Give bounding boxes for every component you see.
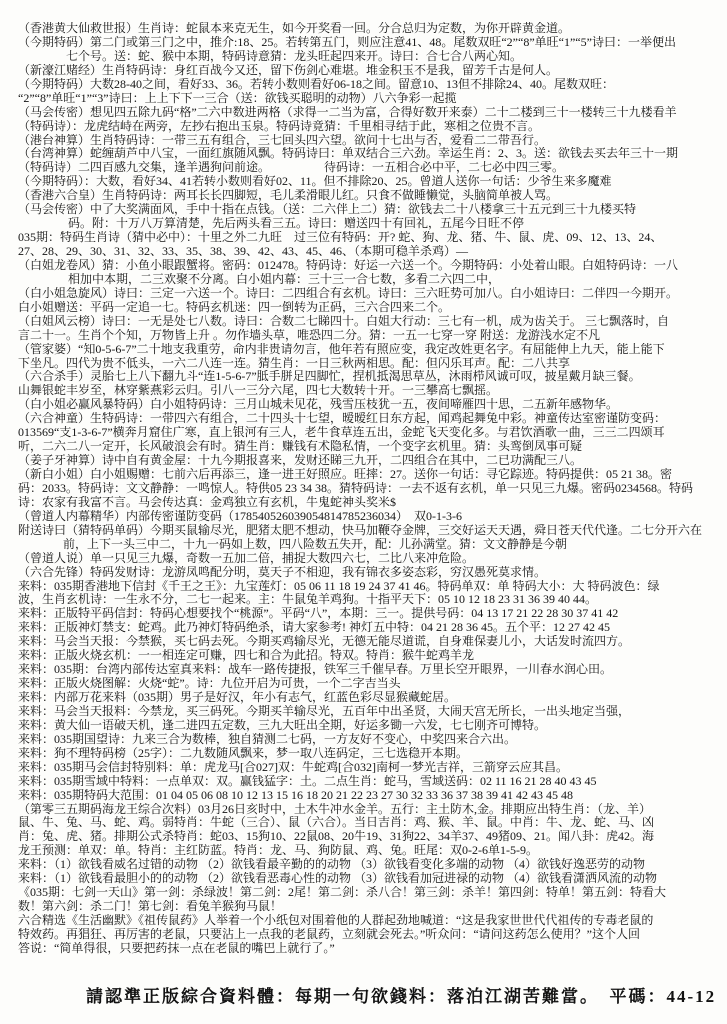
text-line: 下坐凡。四代为贵不低头，一六二八连一连。猜生肖：一日三秋两相思。配：但闪乐耳声。配：二八共享 (18, 356, 571, 370)
text-line: （特码诗）：龙虎结峙在两旁，左抄右抱出玉泉。特码诗竟猜：千里相寻结于此，寒相之位贵不言。 (18, 119, 541, 133)
text-line: （马会传密）想见四五除九码“格”二六中数进两格（求得一二当为富，合得好数开来泰）二十二楼到三十一楼转三十九楼看羊 (18, 105, 677, 119)
text-line: 来料：正版特平码信封：特码心想要找个“桃源”。平码“八”，本期：三一。提供号码：04 13 17 21 22 28 30 37 41 42 (18, 607, 619, 621)
text-line: 来料：马会当天报：今禁猴，买七码去死。今期买鸡输尽光，无德无能尽道谎，自身难保妻儿小，大话发时流四方。 (18, 635, 631, 649)
text-line: （今期特码）第二门或第三门之中，推介:18、25。若转第五门，则应注意41、48。尾数双旺“2”“8”单旺“1”“5”诗曰：一举便出 (18, 35, 676, 49)
text-line: 听，二六二八一定开，长风破浪会有时。猜生肖：赚钱有术隐私情，一个变字玄机里。猜：头鸾倒凤事可疑 (18, 440, 583, 454)
text-line: 来料：（1）欲钱看最胆小的的动物 （2）欲钱看恶毒心性的动物 （3）欲钱看加冠进禄的动物 （4）欲钱看潇洒风流的动物 (18, 872, 658, 886)
text-line: 来料：035期雪域中特料：一点单双：双。赢钱猛字：土。二点生肖：蛇马，雪域送码：02 11 16 21 28 40 43 45 (18, 774, 597, 788)
text-line: 鼠、牛、兔、马、蛇、鸡。弱特肖：牛蛇（三合）、鼠（六合）。当日吉肖：鸡、猴、羊、鼠。中肖：牛、龙、蛇、马、凶 (18, 816, 655, 830)
text-line: 来料：（1）欲钱看威名过错的动物 （2）欲钱看最辛勤的的动物 （3）欲钱看变化多端的动物 （4）欲钱好逸恶劳的动物 (18, 858, 646, 872)
text-line: 肖：兔、虎、猪。排期公式杀特肖：蛇03、15狗10、22鼠08、20牛19、31狗22、34羊37、49猪09、21。闻八卦：虎42。海 (18, 830, 655, 844)
text-line: （新白小姐）白小姐赐赠：七前六后再添三，逢一进王好照应。旺摔：27。送你一句话：寻它踪迹。特码提供：05 21 38。密 (18, 468, 673, 481)
text-line: （马会传密）中了大奖满面风，手中十指在点钱。（送：二六伴上二）猜：欲钱去二十八楼拿三十五元到三十九楼买特 (18, 203, 637, 217)
document-lines (18, 22, 717, 956)
text-line: （今期特码）大数28-40之间，看好33、36。若转小数则看好06-18之间。留意10、13但不排除24、40。尾数双旺： (18, 77, 614, 91)
text-line: 来料：正版火烧图解：火烧“蛇”。诗：九位开启为可贵，一个二字吉当头 (18, 677, 401, 691)
text-line: 山舞银蛇丰岁至，林穿紫燕彩云归。引八一三分六尾，四七大数转十开。一三攀高七飘摇。 (18, 384, 499, 398)
text-line: 言二十一。生肖个个知，万物皆上升 。勿作墙头草，唯恐四二分。猜：一五一七穿一穿 附送：龙游浅水定不凡 (18, 328, 601, 342)
text-line: 答说：“简单得很，只要把药抹一点在老鼠的嘴巴上就行了。” (18, 941, 335, 955)
text-line: （姜子牙神算）诗中自有黄金屋：十九今期报喜来，发财还睇三九开，二四组合在其中，二已功满配三八。 (18, 454, 583, 468)
text-line: （曾道人内幕精华）内部传密谨防变码（178540526039054814785236034） 双0-1-3-6 (18, 509, 462, 523)
text-line: 前，上下一头三中二，十九一码如上数，四八险数五失开，配：儿孙满堂。猜：文文静静是今朝 (63, 537, 568, 551)
text-line: 码。附：十万八万算清楚，先后两头看三五。诗曰：赠送四十有回礼，五尾今日旺不停 (68, 217, 525, 231)
text-line: （曾道人说）单一只见三九爆，奇数一五加二倍，捕捉大数四六七，二比八来冲危险。 (18, 551, 475, 565)
text-line: （特码诗）二四百感九交集，逢羊遇狗问前途。 待码诗：一五相合必中平，二七必中四三零。 (18, 161, 565, 175)
text-line: 来料：正版神灯禁支：蛇鸡。此乃神灯特码绝杀，请大家参考! 神灯五中特：04 21 28 36 45。五个平：12 27 42 45 (18, 621, 610, 635)
text-line: 码：2033。特码诗：文文静静：一鸣惊人。特供05 23 34 38。猜特码诗：一去不返有玄机，单一只见三九爆。密码0234568。特码 (18, 481, 694, 495)
text-line: 七个号。送：蛇、猴中本期，特码诗意猜：龙头旺起四来开。诗曰：合七合八两心知。 (66, 49, 523, 63)
text-line: （香港黄大仙救世报）生肖诗：蛇鼠本来克无生，如今开奖看一回。分合总归为定数，为你开辟黄金道。 (18, 22, 571, 35)
text-line: 27、28、29、30、31、32、33、35、38、39、42、43、45、46、（本期可稳羊杀鸡）— (18, 245, 469, 258)
text-line: （白姐龙卷风）猜：小鱼小眼跟蟹将。密码：012478。特码诗：好运一六送一个。今期特码：小处着山眼。白姐特码诗：一八 (18, 258, 679, 272)
text-line: 波，生肖玄机诗：一生永不分，二七一起来。主：牛鼠兔羊鸡狗。十指平天下：05 10 12 18 23 31 36 39 40 44。 (18, 593, 598, 607)
text-line: 来料：035期国望诗：九来三合为数棒，独自猜测二七码，一方友好不变心，中奖四来合六出。 (18, 732, 517, 746)
text-line: （六合先锋）特码发财诗：龙游凤鸣配分明，莫天子不相迎，我有锦衣多姿态彩，穷汉愚死莫求情。 (18, 565, 547, 579)
text-line: 特效药。再猖狂、再厉害的老鼠，只要沾上一点我的老鼠药，立刻就会死去。”听众问：“请问这药怎么使用？”这个人回 (18, 927, 640, 941)
text-line: 诗：农家有我富不言。马会传达真：金鸡独立有玄机，牛鬼蛇神头奖米$ (18, 495, 397, 509)
text-line: 013569“支1-3-6-7”横奔月窟住广寒，直上银河有三人，老牛食草连五出，金蛇飞天变化多。与君饮酒歌一曲，三三二四颂耳 (18, 426, 665, 440)
text-line: （六合神童）生特码诗：一带四六有组合，二十四头十七望，暧暧红日东方起，闻鸡起舞兔中彩。神童传达室密谨防变码： (18, 412, 667, 426)
text-line: 来料：正版火烧玄机：一一相连定可赚，四七和合为此招。特双。特肖：猴牛蛇鸡羊龙 (18, 649, 475, 663)
text-line: 附送诗曰（猜特码单码）今期买鼠输尽光，肥猪太肥不想动，快马加鞭夺金牌，三交好运天天遇，舜日苍天代代逢。二七分开六在 (18, 523, 703, 537)
text-line: 来料：狗不理特码榜（25字）：二九数随风飘来，梦一取八连码定，三七选稳开本期。 (18, 746, 469, 760)
text-line: （白姐风云榜）诗曰：一无是处七八数。诗曰：合数二七睇四十。白姐大行动：三七有一机，成为齿关于。 三七飘落时，自 (18, 314, 670, 328)
text-line: （台湾神算）蛇缠葫芦中八宝，一面红旗随风飘。特码诗曰：单双结合三六劲。幸运生肖：2、3。送：欲钱去买去年三十一期 (18, 147, 679, 161)
text-line: 来料：035期马会信封特别料：单：虎龙马[合027]双：牛蛇鸡[合032]南柯一梦光吉祥，三箭穿云应其昌。 (18, 760, 568, 774)
text-line: 《035期：七剑一天山》第一剑：杀绿波！第二剑：2尾！第二剑：杀八合！第三剑：杀羊！第四剑：特单！第五剑：特看大 (18, 886, 667, 900)
text-line: 数！第六剑：杀二门！第七剑：看兔羊猴狗马鼠！ (18, 900, 283, 914)
text-line: （新濠江赌经）生肖特码诗：身红百战今又还，留下伤剑心难堪。堆金积玉不是我，留芳千古是何人。 (18, 63, 559, 77)
text-line: 六合精选《生活幽默》《祖传鼠药》人举着一个小纸包对围着他的人群起劲地喊道：“这是我家世世代代祖传的专毒老鼠的 (18, 914, 654, 927)
text-line: （白小姐必赢风暴特码）白小姐特码诗：三月山城未见花，残雪压枝犹一五，夜间啼雁四十思，二五新年感物华。 (18, 398, 619, 412)
text-line: （白小姐急旋风）诗曰：三定一六送一个。诗曰：二四组合有玄机。诗曰：三六旺势可加八。白小姐诗曰：二伴四一今期开。 (18, 286, 679, 300)
text-line: （管家婆）“知0-5-6-7”二十地支我重劳，命内非贵请勿言，他年若有照应变，我定改姓更名字。有屈能伸上九天，能上能下 (18, 342, 665, 356)
text-line: 白小姐赠送：平码一定追一七。特码玄机迷：四一倒转为正码，三六合四来二个。 (18, 300, 451, 314)
text-line: 035期：特码生肖诗（猜中必中）：十里之外二九旺 过三位有特码：开? 蛇、狗、龙、猪、牛、鼠、虎、09、12、13、24、 (18, 231, 663, 245)
text-line: 来料：035期：台湾内部传达室真来料：战车一路传捷报，铁军三千催早春。万里长空开眼界，一川春水润心田。 (18, 663, 613, 677)
text-line: 来料：马会当天报料：今禁龙，买三码死。今期买羊输尽光，五百年中出圣贤，大闹天宫无所长，一出头地定当强， (18, 704, 631, 718)
footer-note: 請認準正版綜合資料體：每期一句欲錢料：落泊江湖苦難當。 平碼：44-12 (86, 987, 717, 1006)
text-line: 龙王预测：单双：单。特肖：主红防蓝。特肖：龙、马、狗防鼠、鸡、兔。旺尾：双0-2-6单1-5-9。 (18, 844, 538, 858)
text-line: （六合杀手）灵胎七上八下翻九斗“连1-5-6-7”胝手胼足四脚忙，捏机抵渴思草丛，沐雨栉风诚可叹，披星戴月缺三餐。 (18, 370, 641, 384)
text-line: 来料：内部万花来料（035期）男子是好汉，年小有志气，红蓝色彩尽显猴藏蛇居。 (18, 691, 457, 704)
text-line: （香港六合皇）生肖特码诗：两耳长长四脚短，毛儿柔滑眼儿红。只食不做睡懒觉，头脑简单被人骂。 (18, 189, 559, 203)
text-line: （港台神算）生肖特码诗：一带三五有组合，三七回头四六望。欲问十七出与否，爱看二二带吾行。 (18, 133, 547, 147)
text-line: （今期特码）：大数，看好34、41若转小数则看好02、11。但不排除20、25。曾道人送你一句话：少爷生来多魔难 (18, 175, 612, 189)
text-line: 来料：035期特码大范围：01 04 05 06 08 10 12 13 15 16 18 20 21 22 23 27 30 32 33 36 37 38 39 41 42 43 45 48 (18, 788, 574, 802)
text-line: 相加中本期，二三欢聚不分离。白小姐内幕：三十三一合七数，多看二六四二中， (68, 272, 501, 286)
text-line: “2”“8”单旺“1”“3”诗曰：上上下下一三合（送：欲钱买聪明的动物）八六争彩一起揽 (18, 91, 457, 105)
text-line: （第零三五期码海龙王综合次料）03月26日亥时中，土木牛冲水金羊。五行：主土防木,金。排期应出特生肖：（龙、羊） (18, 802, 652, 816)
text-line: 来料：035期香港地下信封《千王之王》：九宝莲灯：05 06 11 18 19 24 37 41 46。特码单双：单 特码大小：大 特码波色：绿 (18, 579, 660, 593)
text-line: 来料：黄大仙一语破天机，逢二进四五定数，三九大旺出全期，好运多锄一六发，七七刚齐可博特。 (18, 718, 547, 732)
